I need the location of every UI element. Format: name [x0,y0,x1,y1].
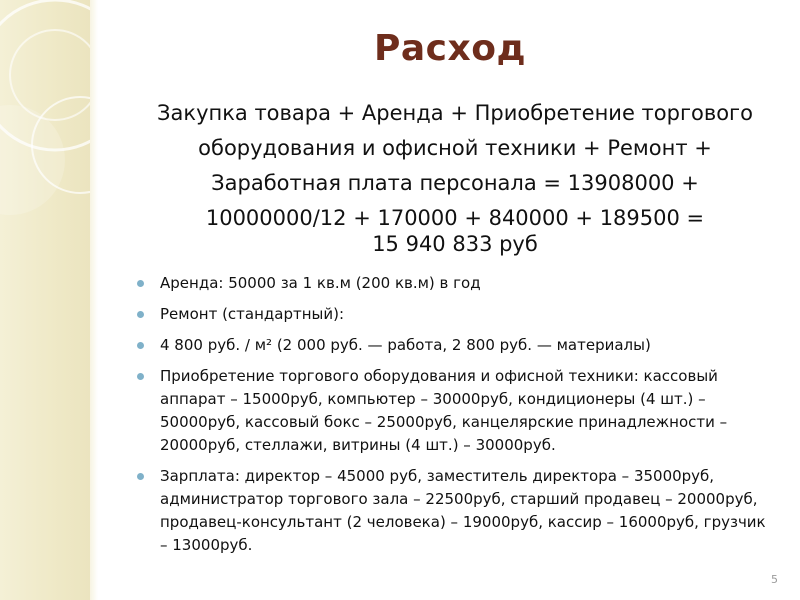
expense-formula [130,96,780,236]
bullet-dot-icon [137,373,144,380]
bullet-item-salary [134,465,774,557]
expense-bullet-list [134,272,774,565]
formula-line: Заработная плата персонала = 13908000 + [211,171,699,195]
formula-line: Закупка товара + Аренда + Приобретение торгового [157,101,753,125]
formula-line: оборудования и офисной техники + Ремонт + [198,136,712,160]
decorative-circles [0,0,90,600]
bullet-item-rent [134,272,774,295]
bullet-text: Аренда: 50000 за 1 кв.м (200 кв.м) в год [160,274,481,292]
bullet-dot-icon [137,311,144,318]
bullet-dot-icon [137,473,144,480]
side-panel-edge [90,0,98,600]
bullet-text: Зарплата: директор – 45000 руб, заместитель директора – 35000руб, администратор торгового зала – 22500руб, старший продавец – 20000руб, продавец-консультант (2 человека) – 19000руб, кассир – 16000руб, грузчик – 13000руб. [160,467,766,554]
bullet-item-equipment [134,365,774,457]
bullet-item-repair-cost [134,334,774,357]
expense-total: 15 940 833 руб [372,232,538,256]
bullet-text: Приобретение торгового оборудования и офисной техники: кассовый аппарат – 15000руб, компьютер – 30000руб, кондиционеры (4 шт.) – 50000руб, кассовый бокс – 25000руб, канцелярские принадлежности – 20000руб, стеллажи, витрины (4 шт.) – 30000руб. [160,367,728,454]
bullet-text: 4 800 руб. / м² (2 000 руб. — работа, 2 800 руб. — материалы) [160,336,651,354]
bullet-dot-icon [137,342,144,349]
bullet-item-repair [134,303,774,326]
bullet-text: Ремонт (стандартный): [160,305,345,323]
formula-line: 10000000/12 + 170000 + 840000 + 189500 = [205,206,705,230]
decorative-side-panel [0,0,90,600]
page-number: 5 [771,573,778,586]
bullet-dot-icon [137,280,144,287]
slide-title: Расход [373,28,527,69]
